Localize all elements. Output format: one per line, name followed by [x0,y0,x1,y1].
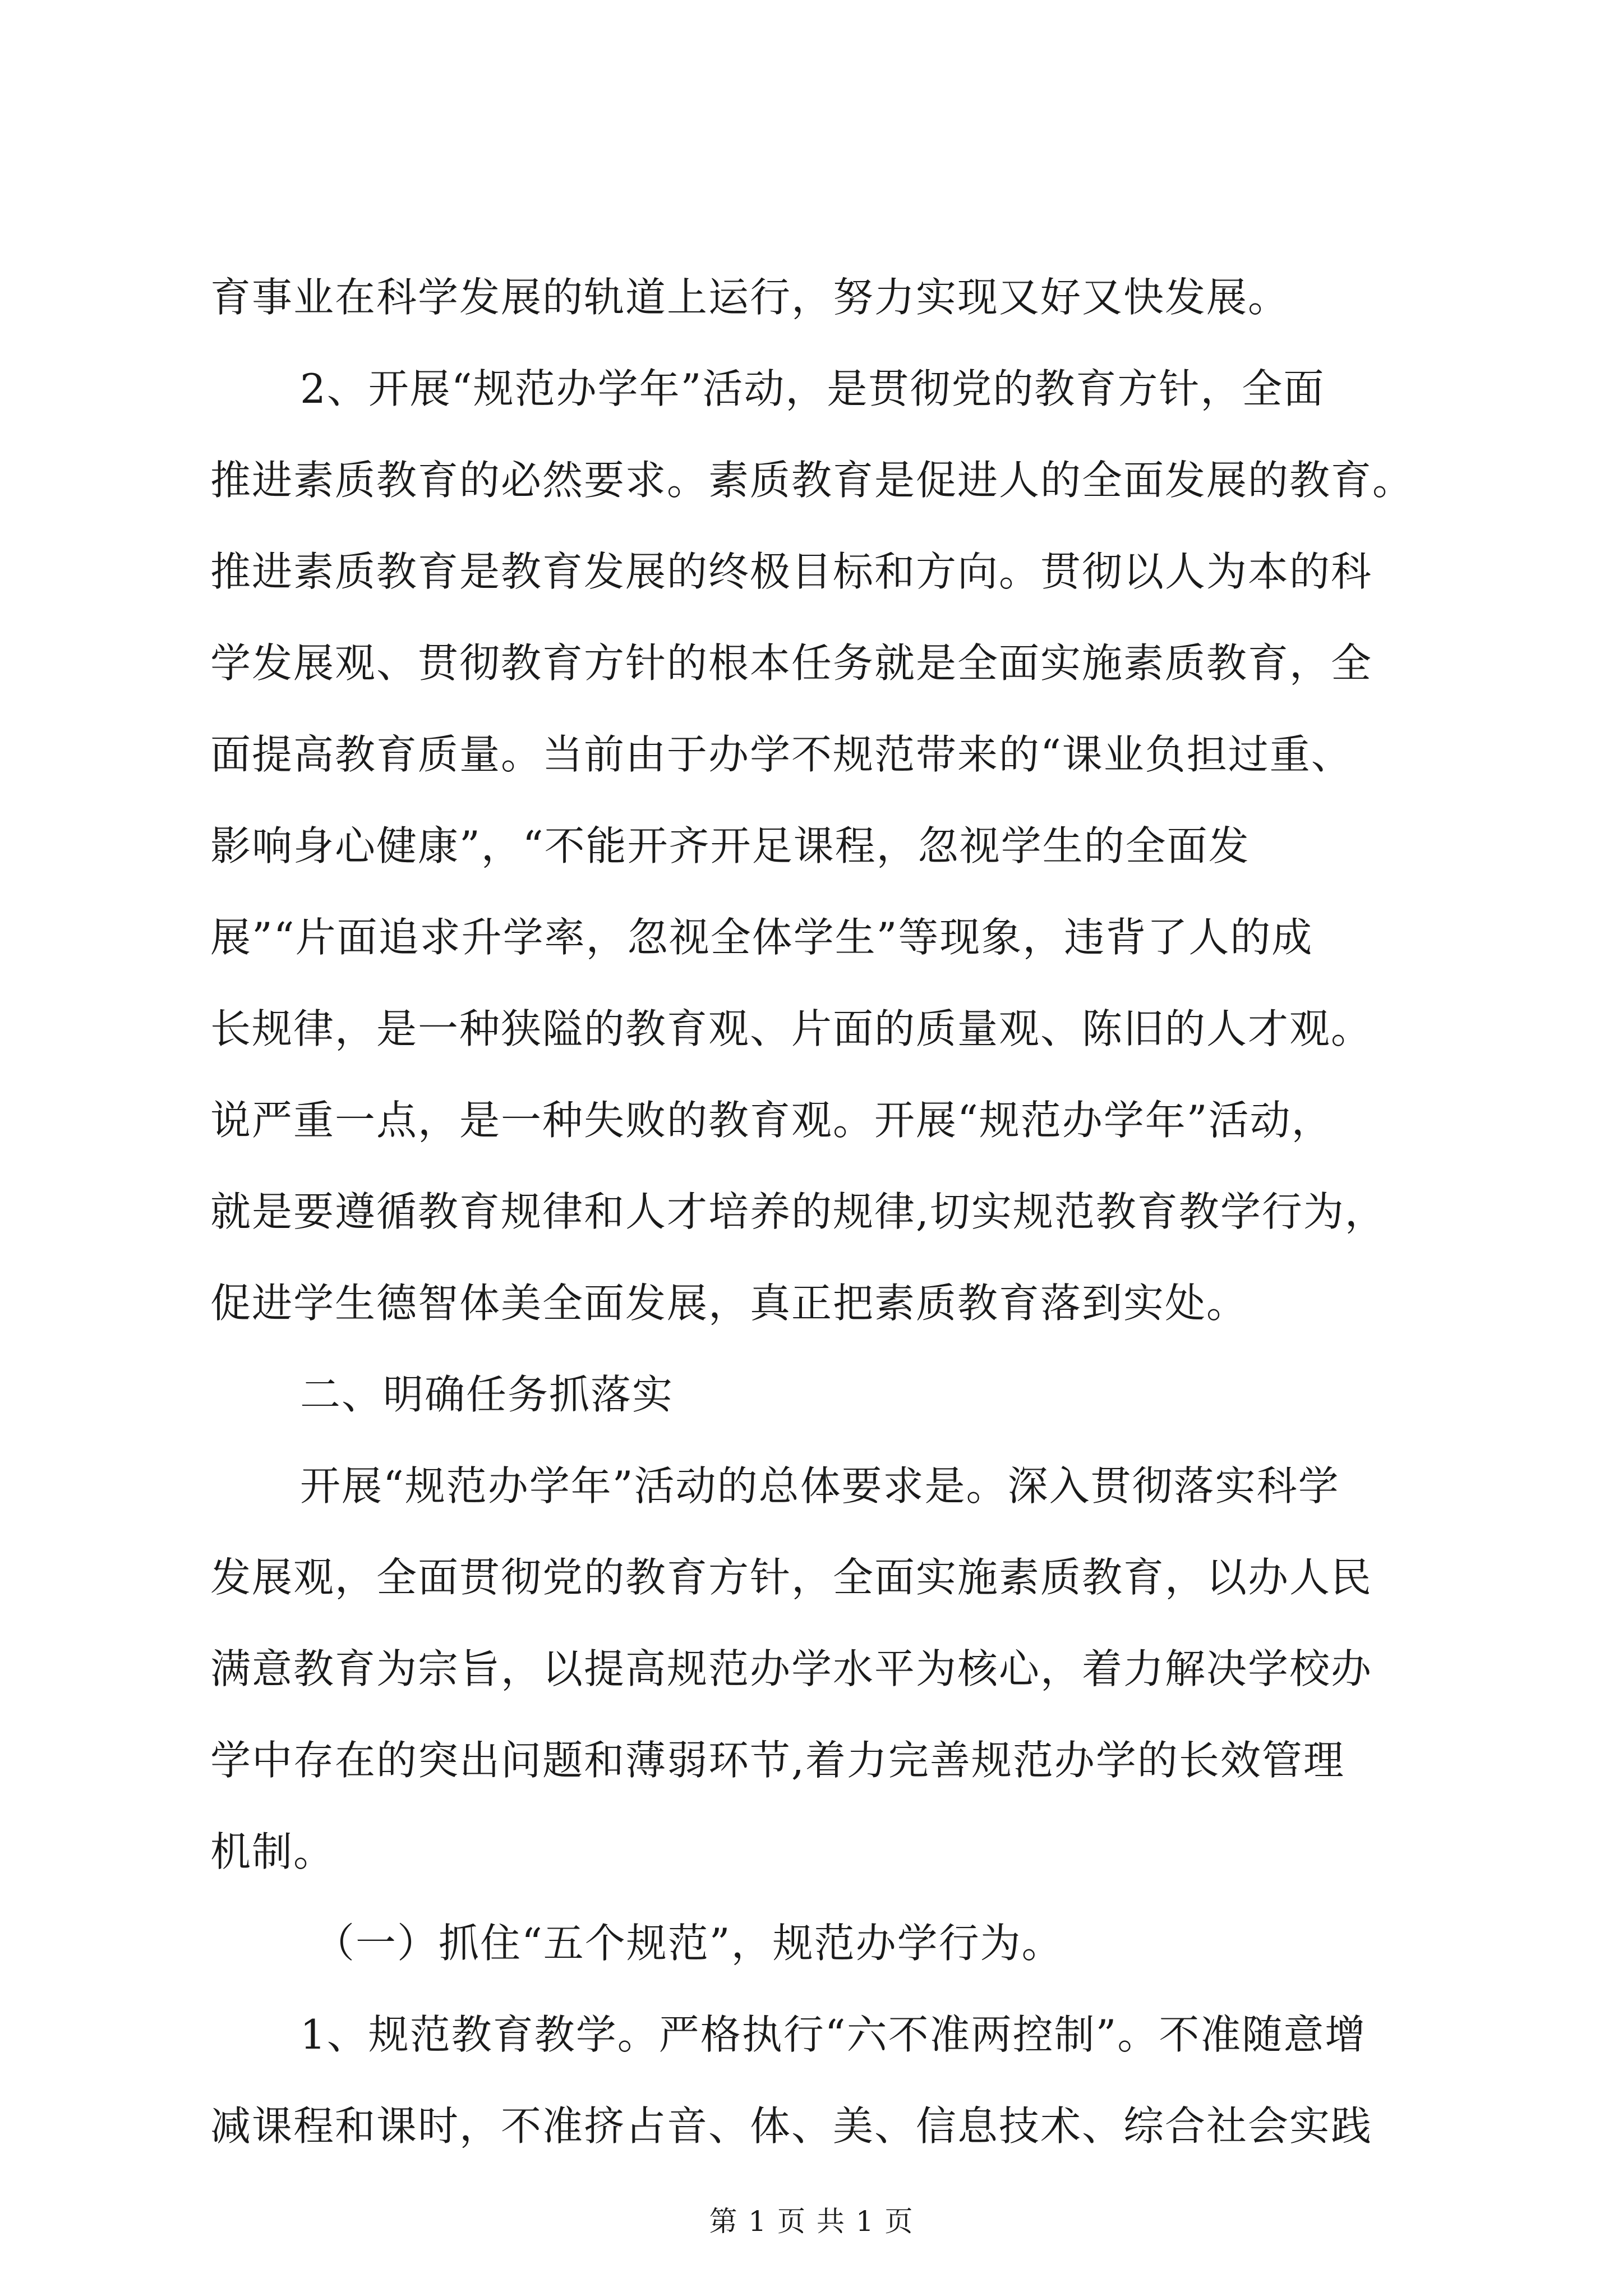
text-line: 展”“片面追求升学率，忽视全体学生”等现象，违背了人的成 [210,914,1313,961]
page-footer: 第 1 页 共 1 页 [709,2205,914,2238]
subsection-heading: （一）抓住“五个规范”，规范办学行为。 [314,1920,1063,1967]
text-line: 说严重一点，是一种失败的教育观。开展“规范办学年”活动， [210,1097,1333,1144]
text-line: 开展“规范办学年”活动的总体要求是。深入贯彻落实科学 [300,1462,1340,1510]
text-line: 推进素质教育是教育发展的终极目标和方向。贯彻以人为本的科 [210,548,1373,595]
text-line: 减课程和课时，不准挤占音、体、美、信息技术、综合社会实践 [210,2102,1373,2150]
text-line: 促进学生德智体美全面发展，真正把素质教育落到实处。 [210,1280,1248,1327]
text-line: 长规律，是一种狭隘的教育观、片面的质量观、陈旧的人才观。 [210,1005,1373,1052]
text-line: 影响身心健康”，“不能开齐开足课程，忽视学生的全面发 [210,822,1250,869]
text-line: 学中存在的突出问题和薄弱环节,着力完善规范办学的长效管理 [210,1737,1345,1784]
text-line: 学发展观、贯彻教育方针的根本任务就是全面实施素质教育，全 [210,639,1373,687]
text-line: 面提高教育质量。当前由于办学不规范带来的“课业负担过重、 [210,731,1353,778]
section-heading: 二、明确任务抓落实 [300,1371,674,1418]
text-line: 发展观，全面贯彻党的教育方针，全面实施素质教育，以办人民 [210,1554,1373,1601]
text-line: 推进素质教育的必然要求。素质教育是促进人的全面发展的教育。 [210,457,1414,504]
text-line: 1、规范教育教学。严格执行“六不准两控制”。不准随意增 [300,2011,1367,2058]
text-line: 就是要遵循教育规律和人才培养的规律,切实规范教育教学行为， [210,1188,1386,1235]
text-line: 满意教育为宗旨，以提高规范办学水平为核心，着力解决学校办 [210,1645,1373,1692]
text-line: 育事业在科学发展的轨道上运行，努力实现又好又快发展。 [210,274,1290,321]
text-line: 机制。 [210,1828,335,1875]
text-line: 2、开展“规范办学年”活动，是贯彻党的教育方针，全面 [300,365,1325,412]
